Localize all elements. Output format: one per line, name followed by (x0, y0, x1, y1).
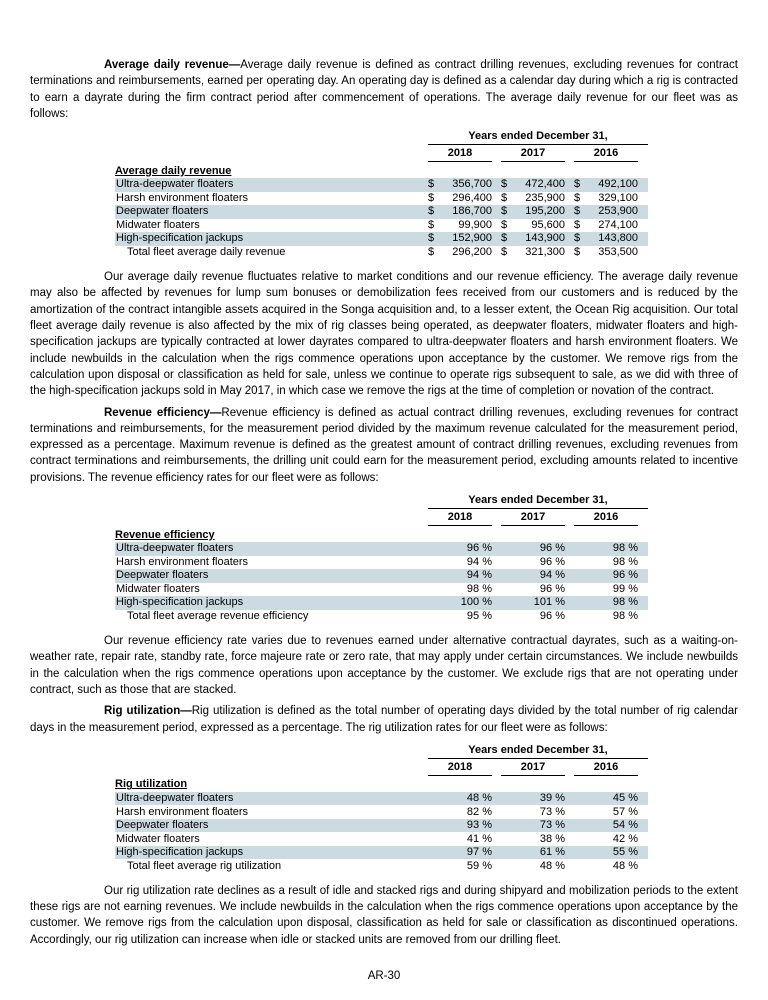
table-row (115, 219, 648, 233)
cell-value: 73 % (539, 819, 565, 832)
paragraph-text: Rig utilization is defined as the total number of operating days divided by the total number of rig calendar days in the measurement period, expressed as a percentage. The rig utilization rates for our fleet were as follows: (30, 705, 738, 734)
currency-symbol: $ (574, 232, 581, 245)
row-label: Total fleet average revenue efficiency (127, 609, 309, 622)
table-title: Average daily revenue (115, 164, 232, 177)
cell-value: 95,600 (531, 218, 565, 231)
cell-value: 98 % (612, 542, 638, 555)
cell-value: 39 % (539, 792, 565, 805)
cell-value: 41 % (466, 832, 492, 845)
paragraph-lead-term: Rig utilization— (104, 705, 192, 718)
row-label: Midwater floaters (116, 218, 200, 231)
value-cell (574, 232, 638, 245)
paragraph-revenue-efficiency-discussion (30, 633, 738, 698)
cell-value: 54 % (612, 819, 638, 832)
table-row (115, 542, 648, 556)
row-values (428, 792, 648, 805)
value-cell (574, 806, 638, 819)
cell-value: 96 % (466, 542, 492, 555)
value-cell (574, 569, 638, 582)
paragraph-lead-term: Revenue efficiency— (104, 406, 222, 419)
row-label: Ultra-deepwater floaters (116, 178, 234, 191)
currency-symbol: $ (428, 178, 435, 191)
table-row (115, 596, 648, 610)
cell-value: 329,100 (598, 191, 638, 204)
year-header: 2017 (501, 147, 565, 162)
value-cell (428, 569, 492, 582)
value-cell (428, 860, 492, 873)
value-cell (574, 178, 638, 191)
value-cell (574, 833, 638, 846)
cell-value: 96 % (539, 609, 565, 622)
currency-symbol: $ (574, 191, 581, 204)
paragraph-average-daily-revenue-discussion (30, 269, 738, 399)
row-values (428, 205, 648, 218)
value-cell (501, 819, 565, 832)
row-label: Midwater floaters (116, 582, 200, 595)
row-values (428, 846, 648, 859)
year-header: 2016 (574, 147, 638, 162)
year-header: 2017 (501, 761, 565, 776)
value-cell (501, 246, 565, 259)
row-values (428, 219, 648, 232)
currency-symbol: $ (428, 232, 435, 245)
value-cell (574, 542, 638, 555)
row-label: High-specification jackups (116, 232, 244, 245)
year-columns (428, 511, 648, 526)
page-number: AR-30 (367, 970, 401, 982)
cell-value: 152,900 (452, 232, 492, 245)
year-columns (428, 761, 648, 776)
cell-value: 42 % (612, 832, 638, 845)
year-columns (428, 147, 648, 162)
cell-value: 55 % (612, 846, 638, 859)
currency-symbol: $ (501, 218, 508, 231)
revenue-efficiency-table (115, 494, 648, 623)
value-cell (501, 556, 565, 569)
cell-value: 82 % (466, 805, 492, 818)
cell-value: 235,900 (525, 191, 565, 204)
average-daily-revenue-table (115, 130, 648, 259)
cell-value: 48 % (539, 859, 565, 872)
currency-symbol: $ (428, 191, 435, 204)
value-cell (574, 610, 638, 623)
value-cell (501, 833, 565, 846)
currency-symbol: $ (501, 245, 508, 258)
currency-symbol: $ (428, 205, 435, 218)
currency-symbol: $ (501, 191, 508, 204)
value-cell (574, 583, 638, 596)
table-row (115, 556, 648, 570)
currency-symbol: $ (574, 218, 581, 231)
value-cell (501, 219, 565, 232)
cell-value: 356,700 (452, 178, 492, 191)
paragraph-text: Average daily revenue is defined as contract drilling revenues, excluding revenues for contract terminations and reimbursements, earned per operating day. An operating day is defined as a calendar day during which a rig is contracted to earn a dayrate during the firm contract period after commencement of operations. The average daily revenue for our fleet was as follows: (30, 59, 739, 120)
paragraph-average-daily-revenue-definition (30, 57, 738, 122)
table-row (115, 846, 648, 860)
row-values (428, 178, 648, 191)
value-cell (501, 542, 565, 555)
table-row (115, 832, 648, 846)
value-cell (428, 232, 492, 245)
row-label: Midwater floaters (116, 832, 200, 845)
value-cell (428, 192, 492, 205)
cell-value: 353,500 (598, 245, 638, 258)
row-label: High-specification jackups (116, 596, 244, 609)
row-values (428, 596, 648, 609)
cell-value: 45 % (612, 792, 638, 805)
period-header: Years ended December 31, (428, 130, 648, 145)
value-cell (501, 569, 565, 582)
value-cell (574, 846, 638, 859)
value-cell (428, 846, 492, 859)
row-label: Deepwater floaters (116, 205, 209, 218)
cell-value: 61 % (539, 846, 565, 859)
row-values (428, 192, 648, 205)
paragraph-lead-term: Average daily revenue— (104, 59, 241, 71)
value-cell (428, 819, 492, 832)
value-cell (501, 860, 565, 873)
cell-value: 99 % (612, 582, 638, 595)
value-cell (574, 192, 638, 205)
value-cell (574, 219, 638, 232)
row-values (428, 542, 648, 555)
table-row (115, 246, 648, 260)
cell-value: 296,400 (452, 191, 492, 204)
row-label: Harsh environment floaters (116, 555, 249, 568)
cell-value: 38 % (539, 832, 565, 845)
row-values (428, 246, 648, 259)
table-title: Rig utilization (115, 778, 188, 791)
value-cell (428, 556, 492, 569)
row-label: Deepwater floaters (116, 569, 209, 582)
value-cell (501, 232, 565, 245)
value-cell (428, 596, 492, 609)
paragraph-text: Our average daily revenue fluctuates relative to market conditions and our revenue efficiency. The average daily revenue may also be affected by revenues for lump sum bonuses or demobilization fees received from our customers and is reduced by the amortization of the contract intangible assets acquired in the Songa acquisition and, to a lesser extent, the Ocean Rig acquisition. Our total fleet average daily revenue is also affected by the mix of rig classes being operated, as deepwater floaters, midwater floaters and high-specification jackups are typically contracted at lower dayrates compared to ultra-deepwater floaters and harsh environment floaters. We include newbuilds in the calculation when the rigs commence operations upon acceptance by the customer. We remove rigs from the calculation upon disposal or classification as held for sale, unless we continue to operate rigs subsequent to sale, as we did with three of the high-specification jackups sold in May 2017, in which case we remove the rigs at the time of completion or novation of the contract. (30, 271, 738, 398)
value-cell (501, 806, 565, 819)
cell-value: 98 % (612, 555, 638, 568)
value-cell (428, 792, 492, 805)
value-cell (501, 192, 565, 205)
value-cell (428, 610, 492, 623)
cell-value: 94 % (539, 569, 565, 582)
row-label: Harsh environment floaters (116, 191, 249, 204)
table-row (115, 859, 648, 873)
row-values (428, 569, 648, 582)
value-cell (428, 833, 492, 846)
row-label: High-specification jackups (116, 846, 244, 859)
cell-value: 98 % (612, 596, 638, 609)
paragraph-text: Our rig utilization rate declines as a result of idle and stacked rigs and during shipyard and mobilization periods to the extent these rigs are not earning revenues. We include newbuilds in the calculation when the rigs commence operations upon acceptance by the customer. We remove rigs from the calculation upon disposal, classification as held for sale or classification as discontinued operations. Accordingly, our rig utilization can increase when idle or stacked units are removed from our drilling fleet. (30, 884, 738, 946)
year-header: 2018 (428, 761, 492, 776)
cell-value: 186,700 (452, 205, 492, 218)
table-row (115, 583, 648, 597)
value-cell (501, 205, 565, 218)
value-cell (501, 792, 565, 805)
table-row (115, 610, 648, 624)
value-cell (574, 819, 638, 832)
value-cell (428, 583, 492, 596)
cell-value: 96 % (539, 582, 565, 595)
row-values (428, 860, 648, 873)
cell-value: 101 % (533, 596, 565, 609)
row-values (428, 556, 648, 569)
row-values (428, 833, 648, 846)
table-period-row (115, 494, 648, 509)
year-header: 2016 (574, 761, 638, 776)
value-cell (428, 806, 492, 819)
paragraph-text: Our revenue efficiency rate varies due to revenues earned under alternative contractual dayrates, such as a waiting-on-weather rate, repair rate, standby rate, force majeure rate or zero rate, that may apply under certain circumstances. We include newbuilds in the calculation when the rigs commence operations upon acceptance by the customer. We exclude rigs that are not operating under contract, such as those that are stacked. (30, 635, 738, 696)
currency-symbol: $ (501, 178, 508, 191)
row-label: Ultra-deepwater floaters (116, 542, 234, 555)
value-cell (428, 542, 492, 555)
year-header: 2018 (428, 147, 492, 162)
value-cell (428, 205, 492, 218)
value-cell (428, 178, 492, 191)
table-row (115, 805, 648, 819)
cell-value: 472,400 (525, 178, 565, 191)
table-years-row (115, 511, 648, 526)
value-cell (574, 556, 638, 569)
cell-value: 321,300 (525, 245, 565, 258)
table-row (115, 192, 648, 206)
value-cell (428, 219, 492, 232)
value-cell (501, 846, 565, 859)
cell-value: 98 % (612, 609, 638, 622)
value-cell (501, 583, 565, 596)
table-row (115, 792, 648, 806)
table-period-row (115, 744, 648, 759)
row-values (428, 819, 648, 832)
table-period-row (115, 130, 648, 145)
value-cell (501, 596, 565, 609)
table-row (115, 205, 648, 219)
cell-value: 97 % (466, 846, 492, 859)
table-row (115, 178, 648, 192)
row-label: Total fleet average daily revenue (127, 245, 286, 258)
cell-value: 96 % (539, 542, 565, 555)
table-row (115, 819, 648, 833)
row-label: Deepwater floaters (116, 819, 209, 832)
paragraph-revenue-efficiency-definition (30, 405, 738, 486)
row-values (428, 583, 648, 596)
cell-value: 96 % (539, 555, 565, 568)
value-cell (574, 596, 638, 609)
cell-value: 94 % (466, 555, 492, 568)
currency-symbol: $ (428, 245, 435, 258)
value-cell (501, 178, 565, 191)
currency-symbol: $ (501, 205, 508, 218)
table-years-row (115, 761, 648, 776)
cell-value: 143,800 (598, 232, 638, 245)
value-cell (574, 205, 638, 218)
value-cell (574, 860, 638, 873)
cell-value: 195,200 (525, 205, 565, 218)
cell-value: 492,100 (598, 178, 638, 191)
cell-value: 253,900 (598, 205, 638, 218)
cell-value: 93 % (466, 819, 492, 832)
row-label: Total fleet average rig utilization (127, 859, 282, 872)
paragraph-rig-utilization-discussion (30, 883, 738, 948)
paragraph-text: Revenue efficiency is defined as actual contract drilling revenues, excluding revenues for contract terminations and reimbursements, for the measurement period divided by the maximum revenue calculated for the measurement period, expressed as a percentage. Maximum revenue is defined as the greatest amount of contract drilling revenues, excluding revenues from contract terminations and reimbursements, the drilling unit could earn for the measurement period, excluding amounts related to incentive provisions. The revenue efficiency rates for our fleet were as follows: (30, 406, 739, 484)
row-label: Ultra-deepwater floaters (116, 792, 234, 805)
row-label: Harsh environment floaters (116, 805, 249, 818)
currency-symbol: $ (574, 205, 581, 218)
cell-value: 59 % (466, 859, 492, 872)
table-years-row (115, 147, 648, 162)
cell-value: 57 % (612, 805, 638, 818)
year-header: 2017 (501, 511, 565, 526)
row-values (428, 232, 648, 245)
row-values (428, 610, 648, 623)
cell-value: 296,200 (452, 245, 492, 258)
year-header: 2018 (428, 511, 492, 526)
cell-value: 99,900 (458, 218, 492, 231)
rig-utilization-table (115, 744, 648, 873)
value-cell (574, 246, 638, 259)
cell-value: 48 % (466, 792, 492, 805)
period-header: Years ended December 31, (428, 744, 648, 759)
value-cell (428, 246, 492, 259)
table-row (115, 232, 648, 246)
currency-symbol: $ (501, 232, 508, 245)
cell-value: 48 % (612, 859, 638, 872)
cell-value: 98 % (466, 582, 492, 595)
currency-symbol: $ (574, 178, 581, 191)
period-header: Years ended December 31, (428, 494, 648, 509)
cell-value: 94 % (466, 569, 492, 582)
cell-value: 95 % (466, 609, 492, 622)
value-cell (574, 792, 638, 805)
cell-value: 274,100 (598, 218, 638, 231)
paragraph-rig-utilization-definition (30, 703, 738, 736)
value-cell (501, 610, 565, 623)
currency-symbol: $ (428, 218, 435, 231)
cell-value: 96 % (612, 569, 638, 582)
cell-value: 143,900 (525, 232, 565, 245)
table-title: Revenue efficiency (115, 528, 215, 541)
year-header: 2016 (574, 511, 638, 526)
row-values (428, 806, 648, 819)
cell-value: 73 % (539, 805, 565, 818)
currency-symbol: $ (574, 245, 581, 258)
cell-value: 100 % (460, 596, 492, 609)
table-row (115, 569, 648, 583)
